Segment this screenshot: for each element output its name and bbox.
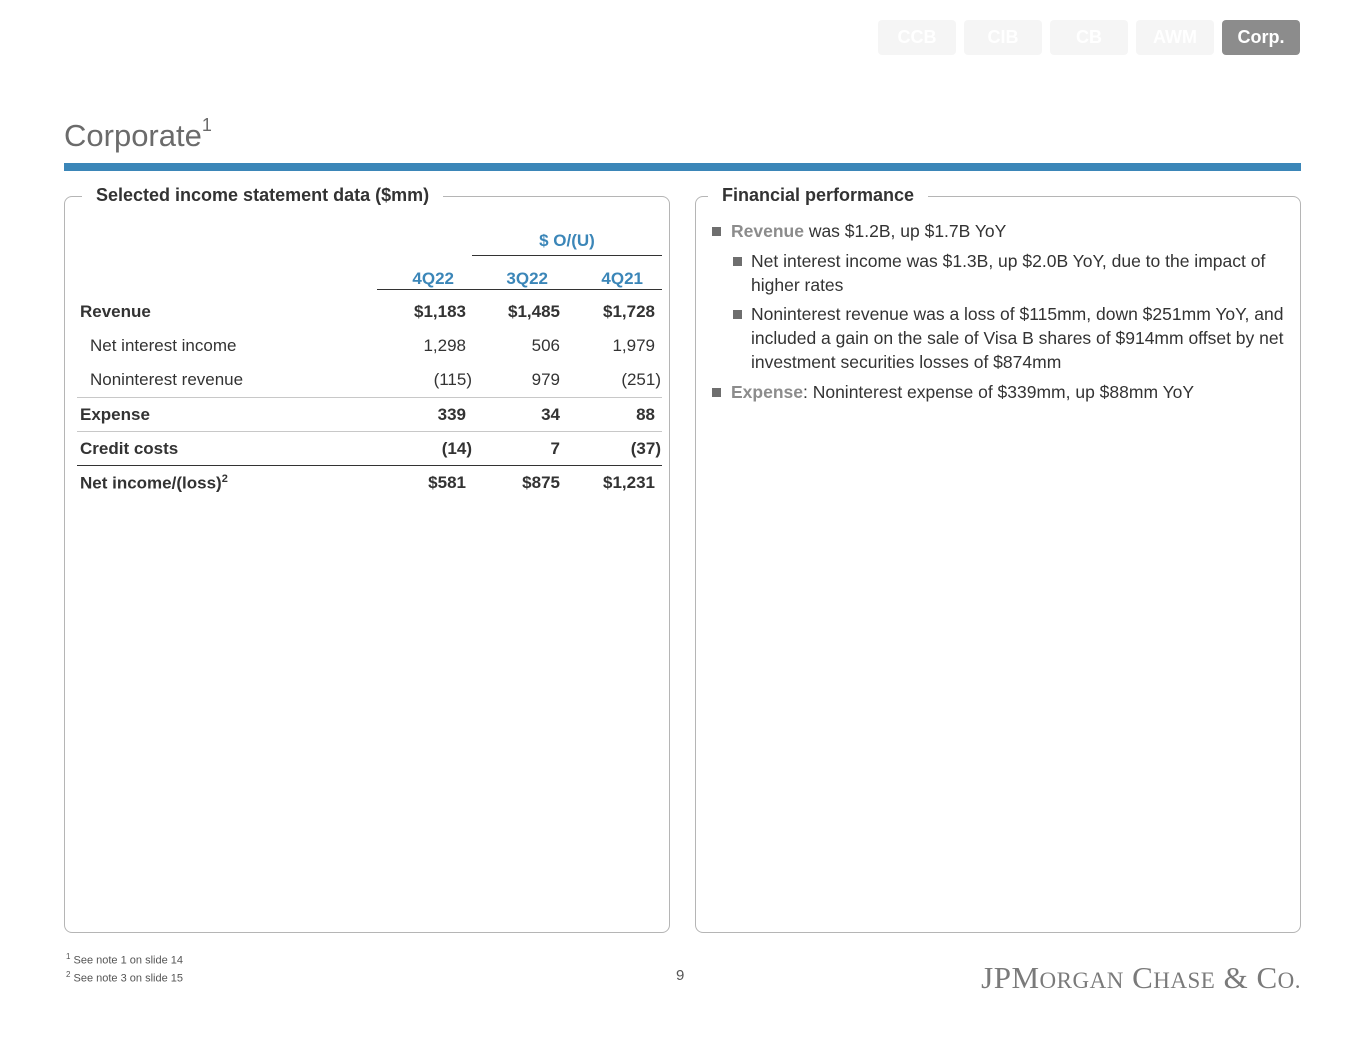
- tab-awm[interactable]: AWM: [1136, 20, 1214, 55]
- financial-performance-title: Financial performance: [708, 185, 928, 206]
- column-header-4q21: 4Q21: [601, 269, 643, 288]
- cell-3q22: 7: [550, 439, 560, 458]
- income-statement-title: Selected income statement data ($mm): [82, 185, 443, 206]
- table-row-net-interest-income: [77, 329, 662, 363]
- cell-4q22: (115): [433, 370, 472, 389]
- row-label: Revenue: [80, 302, 151, 321]
- financial-performance-panel: [695, 185, 1301, 933]
- cell-4q22: 339: [437, 405, 466, 424]
- column-header-4q22: 4Q22: [412, 269, 454, 288]
- performance-bullets: [710, 219, 1290, 410]
- tab-corp[interactable]: Corp.: [1222, 20, 1300, 55]
- logo-part: &: [1215, 960, 1257, 995]
- logo-part: JP: [981, 960, 1012, 995]
- income-statement-panel: [64, 185, 670, 933]
- cell-4q21: (37): [630, 439, 661, 458]
- cell-3q22: 34: [541, 405, 560, 424]
- logo-part: C: [1132, 960, 1154, 995]
- sub-bullet-noninterest-revenue: [710, 302, 1290, 374]
- footnote-text: See note 3 on slide 15: [70, 972, 183, 985]
- cell-3q22: $1,485: [508, 302, 560, 321]
- bullet-text: Noninterest revenue was a loss of $115mm, down $251mm YoY, and included a gain on the sale of Visa B shares of $914mm offset by net investment securities losses of $874mm: [751, 304, 1284, 372]
- cell-4q21: (251): [621, 370, 661, 389]
- square-bullet-icon: [712, 388, 721, 397]
- title-rule: [64, 163, 1301, 171]
- cell-4q22: (14): [441, 439, 472, 458]
- cell-4q21: 88: [636, 405, 655, 424]
- over-under-rule: [472, 255, 662, 256]
- table-row-net-income: [77, 465, 662, 500]
- footnotes: [66, 950, 183, 985]
- column-header-3q22: 3Q22: [506, 269, 548, 288]
- square-bullet-icon: [733, 310, 742, 319]
- table-row-revenue: [77, 295, 662, 329]
- page-title: [64, 114, 212, 154]
- footnote-mark: 1: [66, 952, 71, 961]
- bullet-text: Net interest income was $1.3B, up $2.0B YoY, due to the impact of higher rates: [751, 251, 1266, 295]
- row-label: Noninterest revenue: [90, 370, 244, 389]
- bullet-expense: [710, 380, 1290, 404]
- cell-3q22: 506: [531, 336, 560, 355]
- table-row-noninterest-revenue: [77, 363, 662, 397]
- row-footnote-mark: 2: [221, 473, 228, 485]
- logo-part: C: [1256, 960, 1278, 995]
- column-header-rule: [377, 289, 662, 290]
- cell-4q21: $1,728: [603, 302, 655, 321]
- cell-3q22: $875: [522, 473, 560, 492]
- logo-part: ORGAN: [1039, 968, 1124, 993]
- logo-part: HASE: [1153, 968, 1216, 993]
- row-label: Net interest income: [90, 336, 237, 355]
- cell-3q22: 979: [531, 370, 560, 389]
- table-row-expense: [77, 397, 662, 432]
- bullet-highlight: Expense: [731, 382, 803, 402]
- cell-4q21: $1,231: [603, 473, 655, 492]
- page-number: 9: [676, 967, 685, 984]
- tab-cib[interactable]: CIB: [964, 20, 1042, 55]
- page-title-text: Corporate: [64, 118, 202, 153]
- logo-part: O.: [1277, 968, 1301, 993]
- bullet-text: : Noninterest expense of $339mm, up $88mm YoY: [802, 382, 1195, 402]
- logo-part: M: [1011, 960, 1040, 995]
- cell-4q22: 1,298: [423, 336, 466, 355]
- tab-ccb[interactable]: CCB: [878, 20, 956, 55]
- segment-tabs: [878, 20, 1300, 55]
- footnote-text: See note 1 on slide 14: [70, 954, 183, 967]
- page-title-footnote-mark: 1: [201, 114, 212, 135]
- footnote-2: [66, 968, 183, 986]
- footnote-mark: 2: [66, 969, 71, 979]
- bullet-revenue: [710, 219, 1290, 243]
- bullet-text: was $1.2B, up $1.7B YoY: [803, 221, 1007, 241]
- tab-cb[interactable]: CB: [1050, 20, 1128, 55]
- row-label: Expense: [80, 405, 150, 424]
- table-row-credit-costs: [77, 431, 662, 466]
- square-bullet-icon: [733, 257, 742, 266]
- cell-4q22: $581: [428, 473, 466, 492]
- row-label: Credit costs: [80, 439, 179, 458]
- square-bullet-icon: [712, 227, 721, 236]
- row-label-text: Net income/(loss): [80, 473, 222, 493]
- bullet-highlight: Revenue: [731, 221, 804, 241]
- row-label: [80, 473, 228, 494]
- over-under-header: $ O/(U): [539, 231, 595, 250]
- cell-4q22: $1,183: [414, 302, 466, 321]
- cell-4q21: 1,979: [612, 336, 655, 355]
- footnote-1: [66, 950, 183, 968]
- sub-bullet-net-interest-income: [710, 249, 1290, 297]
- jpmorgan-logo: [981, 960, 1301, 996]
